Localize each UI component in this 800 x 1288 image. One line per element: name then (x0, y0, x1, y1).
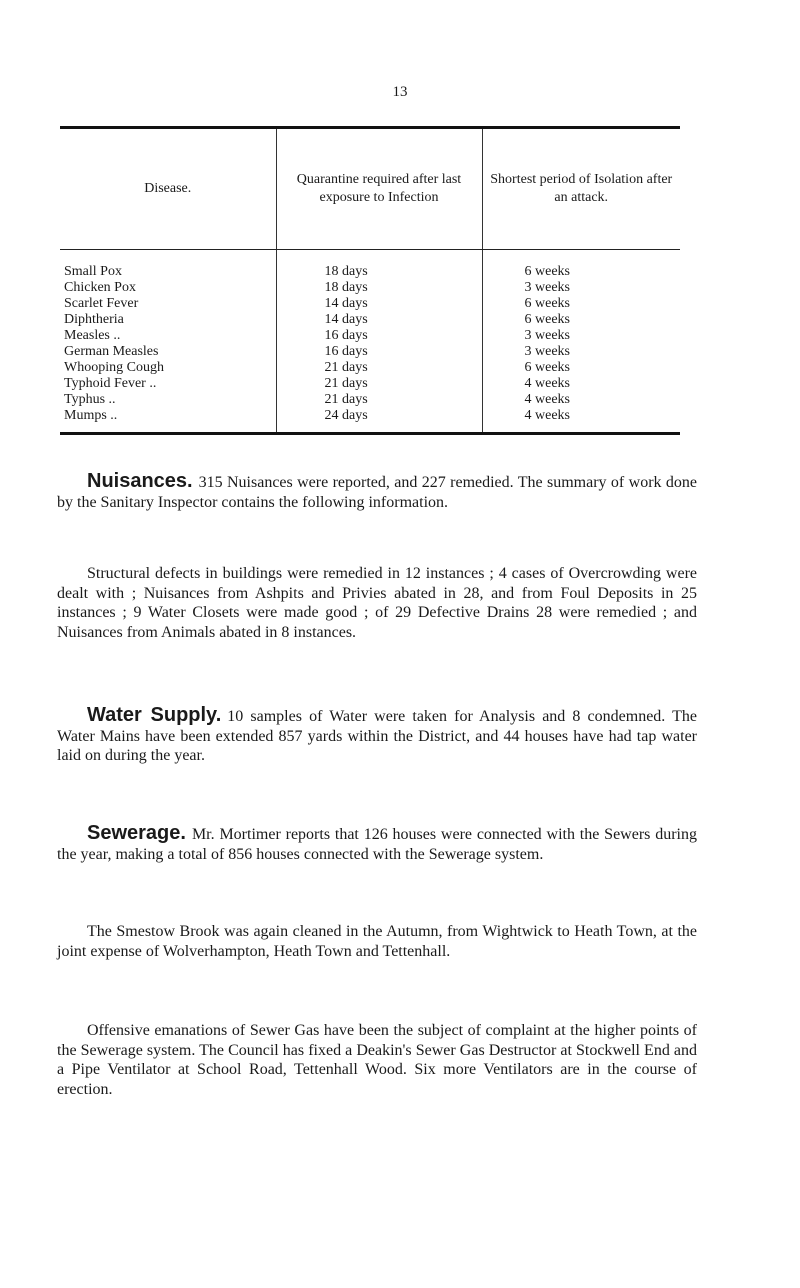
isolation-cell: 4 weeks (482, 408, 680, 434)
page-number: 13 (392, 84, 408, 100)
isolation-cell: 3 weeks (482, 328, 680, 344)
water-supply-paragraph (57, 706, 697, 766)
sewerage-heading: Sewerage. (87, 822, 186, 844)
quarantine-cell: 14 days (276, 312, 482, 328)
disease-cell: Typhus .. (64, 392, 116, 407)
sewerage-paragraph (57, 824, 697, 864)
quarantine-cell: 14 days (276, 296, 482, 312)
table-row (60, 296, 680, 312)
header-isolation: Shortest period of Isolation after an attack. (482, 128, 680, 250)
sewer-gas-paragraph: Offensive emanations of Sewer Gas have been the subject of complaint at the higher points of the Sewerage system. The Council has fixed a Deakin's Sewer Gas Destructor at Stockwell End and a Pipe Ventilator at School Road, Tettenhall Wood. Six more Ventilators are in the course of erection. (57, 1022, 697, 1098)
disease-cell: Scarlet Fever (64, 296, 139, 311)
table-row (60, 392, 680, 408)
disease-cell: Mumps .. (64, 408, 118, 423)
sewerage-text: Mr. Mortimer reports that 126 houses were connected with the Sewers during the year, making a total of 856 houses connected with the Sewerage system. (57, 826, 697, 863)
header-quarantine: Quarantine required after last exposure to Infection (276, 128, 482, 250)
smestow-paragraph: The Smestow Brook was again cleaned in the Autumn, from Wightwick to Heath Town, at the joint expense of Wolverhampton, Heath Town and Tettenhall. (57, 923, 697, 960)
quarantine-cell: 24 days (276, 408, 482, 434)
quarantine-cell: 21 days (276, 360, 482, 376)
isolation-cell: 6 weeks (482, 296, 680, 312)
quarantine-cell: 21 days (276, 392, 482, 408)
isolation-cell: 4 weeks (482, 376, 680, 392)
disease-cell: Small Pox (64, 264, 122, 279)
disease-cell: Whooping Cough (64, 360, 164, 375)
table-row (60, 250, 680, 281)
isolation-cell: 6 weeks (482, 250, 680, 281)
structural-paragraph: Structural defects in buildings were remedied in 12 instances ; 4 cases of Overcrowding were dealt with ; Nuisances from Ashpits and Privies abated in 28, and from Foul Deposits in 25 instances ; 9 Water Closets were made good ; of 29 Defective Drains 28 were remedied ; and Nuisances from Animals abated in 8 instances. (57, 565, 697, 641)
table-row (60, 344, 680, 360)
table-row (60, 408, 680, 434)
isolation-cell: 6 weeks (482, 312, 680, 328)
nuisances-heading: Nuisances. (87, 470, 193, 492)
nuisances-paragraph (57, 472, 697, 512)
water-supply-text: 10 samples of Water were taken for Analysis and 8 condemned. The Water Mains have been extended 857 yards within the District, and 44 houses have had tap water laid on during the year. (57, 708, 698, 764)
table-body (60, 250, 680, 434)
quarantine-cell: 21 days (276, 376, 482, 392)
disease-cell: Diphtheria (64, 312, 124, 327)
header-disease: Disease. (60, 128, 276, 250)
quarantine-cell: 16 days (276, 328, 482, 344)
isolation-cell: 3 weeks (482, 344, 680, 360)
table-row (60, 280, 680, 296)
table-header-row (60, 128, 680, 250)
nuisances-text: 315 Nuisances were reported, and 227 remedied. The summary of work done by the Sanitary Inspector contains the following information. (57, 474, 697, 511)
disease-cell: Typhoid Fever .. (64, 376, 157, 391)
disease-cell: Measles .. (64, 328, 121, 343)
water-supply-heading: Water Supply. (87, 704, 222, 726)
table-row (60, 376, 680, 392)
quarantine-cell: 18 days (276, 250, 482, 281)
table-row (60, 312, 680, 328)
quarantine-cell: 18 days (276, 280, 482, 296)
isolation-cell: 4 weeks (482, 392, 680, 408)
table-row (60, 360, 680, 376)
disease-cell: Chicken Pox (64, 280, 136, 295)
disease-cell: German Measles (64, 344, 159, 359)
isolation-cell: 6 weeks (482, 360, 680, 376)
isolation-cell: 3 weeks (482, 280, 680, 296)
quarantine-table (60, 126, 680, 435)
quarantine-cell: 16 days (276, 344, 482, 360)
table-row (60, 328, 680, 344)
